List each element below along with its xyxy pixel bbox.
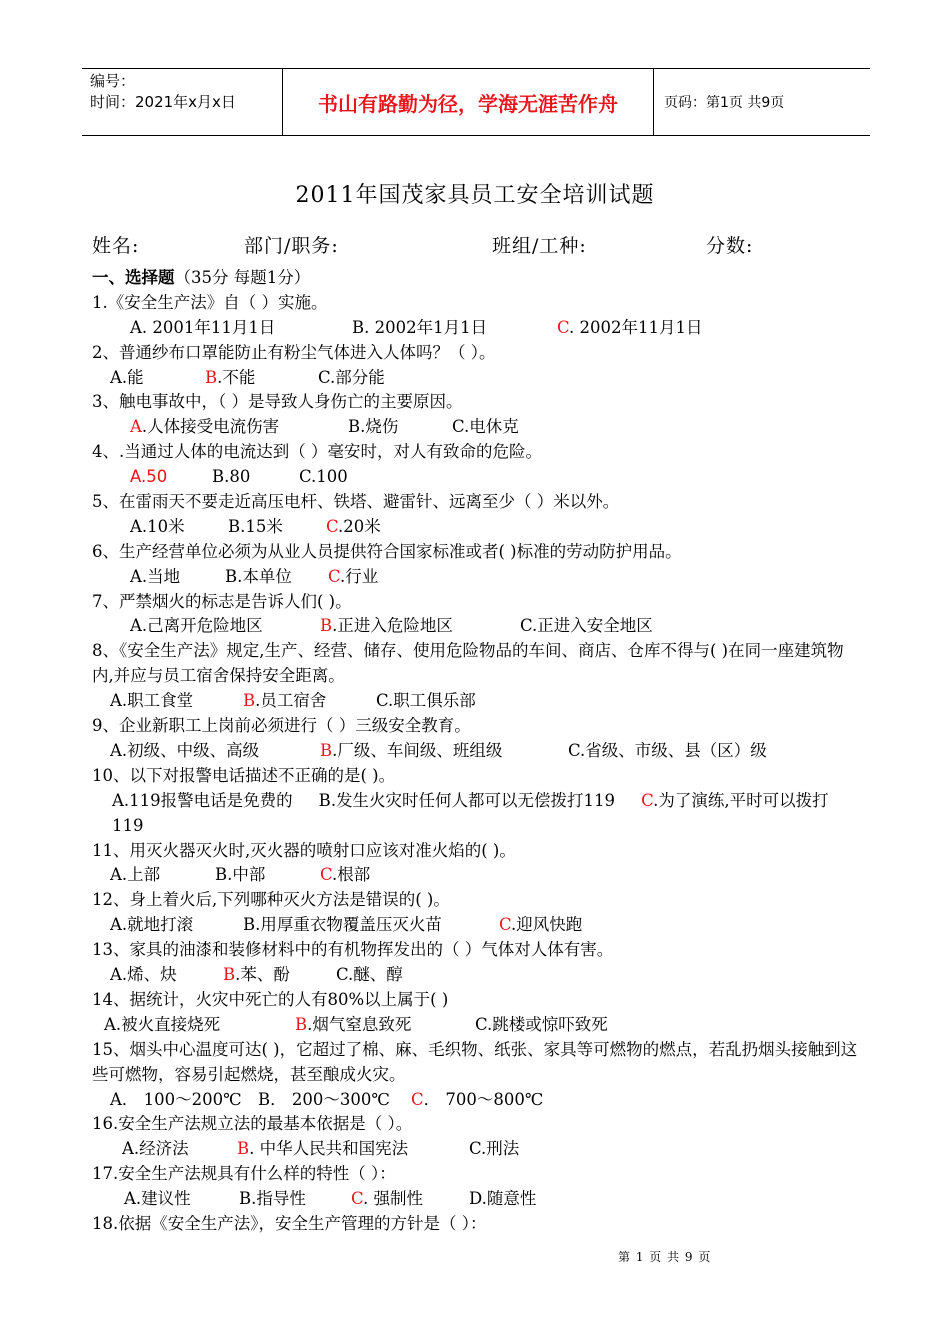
option-letter: A — [130, 566, 142, 586]
option-text: .119报警电话是免费的 — [123, 790, 293, 810]
option-letter: B — [215, 865, 228, 885]
option-letter: C — [469, 1139, 482, 1159]
header-number: 编号： — [90, 72, 136, 90]
option — [320, 739, 568, 764]
option — [469, 1137, 569, 1162]
option-text: .就地打滚 — [121, 915, 194, 935]
option — [320, 614, 520, 639]
option-letter: C — [557, 317, 570, 337]
option-text: .初级、中级、高级 — [121, 740, 260, 760]
option-letter: B — [258, 1089, 271, 1109]
option-letter: A — [112, 790, 124, 810]
question-options — [92, 465, 862, 490]
option-letter: A — [130, 467, 141, 487]
header-motto: 书山有路勤为径，学海无涯苦作舟 — [282, 69, 654, 135]
question-options — [92, 863, 862, 888]
header-table — [82, 68, 870, 136]
option-text: .醚、醇 — [348, 965, 403, 985]
option-text: .不能 — [217, 367, 256, 387]
option-text: .员工宿舍 — [255, 691, 327, 711]
option — [110, 963, 223, 988]
field-department: 部门/职务: — [244, 235, 339, 257]
question-text: 2、普通纱布口罩能防止有粉尘气体进入人体吗？（ ）。 — [92, 342, 496, 362]
option-text: .中部 — [227, 865, 266, 885]
option-letter: C — [499, 915, 512, 935]
question-text: 13、家具的油漆和装修材料中的有机物挥发出的（ ）气体对人体有害。 — [92, 940, 614, 960]
option-letter: C — [520, 616, 533, 636]
option-letter: B — [320, 616, 333, 636]
option-letter: A — [130, 317, 142, 337]
option-letter: B — [223, 965, 236, 985]
option-text: .跳楼或惊吓致死 — [487, 1014, 608, 1034]
question-options — [92, 565, 862, 590]
option-text: . 2002年11月1日 — [569, 317, 703, 337]
option — [318, 366, 418, 391]
option — [376, 689, 526, 714]
option-text: .根部 — [332, 865, 371, 885]
option — [110, 1088, 258, 1113]
option — [110, 863, 215, 888]
option-text: . 中华人民共和国宪法 — [249, 1139, 409, 1159]
option-text: .上部 — [121, 865, 161, 885]
question-options — [92, 1137, 862, 1162]
option — [520, 614, 700, 639]
section-subtitle: （35分 每题1分） — [174, 268, 311, 287]
question-text: 16.安全生产法规立法的最基本依据是（ ）。 — [92, 1114, 413, 1134]
option — [212, 465, 299, 490]
option — [319, 791, 615, 810]
question-text: 3、触电事故中，（ ）是导致人身伤亡的主要原因。 — [92, 392, 463, 412]
option-letter: D — [469, 1189, 482, 1209]
header-meta — [82, 69, 282, 135]
option-text: .能 — [121, 367, 144, 387]
option-letter: B — [205, 367, 218, 387]
option-letter: A — [130, 616, 142, 636]
option-text: ． 700～800℃ — [423, 1089, 544, 1109]
question-text: 18.依据《安全生产法》，安全生产管理的方针是（ ）： — [92, 1213, 487, 1233]
option-text: .用厚重衣物覆盖压灭火苗 — [255, 915, 442, 935]
option — [104, 1013, 295, 1038]
option-letter: B — [225, 566, 238, 586]
question-list — [92, 266, 862, 1237]
option — [568, 739, 818, 764]
question-text: 11、用灭火器灭火时,灭火器的喷射口应该对准火焰的( )。 — [92, 840, 516, 860]
question-text: 6、生产经营单位必须为从业人员提供符合国家标准或者( )标准的劳动防护用品。 — [92, 541, 682, 561]
option — [130, 316, 352, 341]
option-text: .正进入安全地区 — [532, 616, 653, 636]
option-text: .烧伤 — [360, 417, 399, 437]
question-options — [92, 739, 862, 764]
option — [469, 1187, 569, 1212]
option — [452, 415, 552, 440]
question-options — [92, 614, 862, 639]
option-text: .烟气窒息致死 — [307, 1014, 412, 1034]
option-text: .苯、酚 — [235, 965, 290, 985]
option-text: . 强制性 — [363, 1189, 424, 1209]
option-letter: B — [237, 1139, 250, 1159]
option — [258, 1088, 411, 1113]
option-letter: B — [352, 317, 365, 337]
option — [295, 1013, 475, 1038]
option-text: .建议性 — [135, 1189, 191, 1209]
option-letter: A — [110, 915, 122, 935]
question-text: 8、《安全生产法》规定,生产、经营、储存、使用危险物品的车间、商店、仓库不得与( )在同一座建筑物内,并应与员工宿舍保持安全距离。 — [92, 641, 844, 686]
option-text: .部分能 — [330, 367, 385, 387]
option-text: . 2001年11月1日 — [141, 317, 276, 337]
header-time: 时间：2021年x月x日 — [90, 93, 236, 111]
option — [110, 689, 243, 714]
option-text: .人体接受电流伤害 — [141, 417, 280, 437]
option-letter: A — [104, 1014, 116, 1034]
option-letter: C — [320, 865, 333, 885]
option — [299, 465, 399, 490]
option-text: .刑法 — [481, 1139, 520, 1159]
option-letter: B — [212, 467, 225, 487]
field-name: 姓名: — [92, 235, 140, 257]
header-page-info: 页码：第1页 共9页 — [664, 95, 785, 111]
option — [130, 565, 225, 590]
option-text: .发生火灾时任何人都可以无偿拨打119 — [330, 790, 616, 810]
option-letter: B — [243, 915, 256, 935]
option-text: .行业 — [340, 566, 379, 586]
option-letter: C — [328, 566, 341, 586]
question-options — [92, 1013, 862, 1038]
option — [352, 316, 557, 341]
option-letter: A — [110, 740, 122, 760]
option-text: .15米 — [240, 516, 283, 536]
option-text: .职工俱乐部 — [388, 691, 476, 711]
option-letter: C — [452, 417, 465, 437]
option-text: .当地 — [141, 566, 181, 586]
option — [110, 366, 205, 391]
option-letter: A — [124, 1189, 136, 1209]
question-options — [92, 415, 862, 440]
option — [228, 515, 326, 540]
option-letter: B — [318, 790, 331, 810]
question-text: 9、企业新职工上岗前必须进行（ ）三级安全教育。 — [92, 716, 471, 736]
question-options — [92, 789, 862, 839]
question-options — [92, 316, 862, 341]
question-options — [92, 515, 862, 540]
option-letter: C — [326, 516, 339, 536]
option — [122, 1137, 237, 1162]
option — [320, 863, 420, 888]
option-letter: A — [130, 516, 142, 536]
section-title: 一、选择题 — [92, 268, 175, 287]
option-letter: C — [475, 1014, 488, 1034]
option-text: .为了演练,平时可以拨打119 — [112, 790, 829, 835]
field-score: 分数: — [706, 235, 754, 257]
option-text: .电休克 — [464, 417, 519, 437]
option — [351, 1187, 469, 1212]
option — [243, 689, 376, 714]
option-letter: C — [568, 740, 581, 760]
question-options — [92, 689, 862, 714]
question-options — [92, 366, 862, 391]
field-team: 班组/工种: — [492, 235, 587, 257]
option — [239, 1187, 351, 1212]
option — [326, 515, 426, 540]
question-options — [92, 1187, 862, 1212]
option-text: .20米 — [338, 516, 381, 536]
option — [336, 963, 436, 988]
option-letter: B — [320, 740, 333, 760]
question-text: 10、以下对报警电话描述不正确的是( )。 — [92, 765, 396, 785]
option-letter: C — [641, 790, 654, 810]
question-options — [92, 1088, 862, 1113]
option-text: .厂级、车间级、班组级 — [332, 740, 503, 760]
option — [215, 863, 320, 888]
option-letter: C — [376, 691, 389, 711]
option-letter: B — [243, 691, 256, 711]
option — [205, 366, 318, 391]
option — [243, 913, 499, 938]
question-text: 17.安全生产法规具有什么样的特性（ ）： — [92, 1164, 396, 1184]
option — [130, 515, 228, 540]
option-text: ． 100～200℃ — [121, 1089, 242, 1109]
option-letter: A — [130, 417, 142, 437]
option-text: .省级、市级、县（区）级 — [580, 740, 767, 760]
option-letter: B — [348, 417, 361, 437]
option — [557, 316, 737, 341]
option-letter: A — [110, 965, 122, 985]
option-text: .迎风快跑 — [511, 915, 583, 935]
option-text: .己离开危险地区 — [141, 616, 263, 636]
option — [124, 1187, 239, 1212]
option-letter: C — [411, 1089, 424, 1109]
option — [225, 565, 328, 590]
option-text: .被火直接烧死 — [115, 1014, 221, 1034]
option-text: . 2002年1月1日 — [364, 317, 488, 337]
section-heading — [92, 266, 862, 291]
info-fields — [92, 231, 872, 257]
option — [237, 1137, 469, 1162]
option — [110, 739, 320, 764]
option-letter: A — [110, 1089, 122, 1109]
option-letter: A — [110, 691, 122, 711]
question-text: 15、烟头中心温度可达( )，它超过了棉、麻、毛织物、纸张、家具等可燃物的燃点，若乱扔烟头接触到这些可燃物，容易引起燃烧，甚至酿成火灾。 — [92, 1039, 858, 1084]
option-text: .正进入危险地区 — [332, 616, 453, 636]
option-letter: C — [351, 1189, 364, 1209]
question-options — [92, 913, 862, 938]
option-letter: B — [295, 1014, 308, 1034]
option-letter: C — [336, 965, 349, 985]
option — [328, 565, 428, 590]
question-text: 1.《安全生产法》自（ ）实施。 — [92, 292, 328, 312]
question-text: 5、在雷雨天不要走近高压电杆、铁塔、避雷针、远离至少（ ）米以外。 — [92, 492, 620, 512]
option — [130, 614, 320, 639]
option-text: .10米 — [141, 516, 185, 536]
doc-title: 2011年国茂家具员工安全培训试题 — [295, 183, 655, 208]
option-text: .100 — [311, 467, 348, 487]
question-text: 12、身上着火后,下列哪种灭火方法是错误的( )。 — [92, 890, 450, 910]
option — [499, 913, 629, 938]
option — [348, 415, 452, 440]
page-footer: 第 1 页 共 9 页 — [618, 1250, 712, 1264]
option — [411, 1088, 561, 1113]
option-letter: C — [318, 367, 331, 387]
option-text: .指导性 — [251, 1189, 306, 1209]
option — [475, 1013, 655, 1038]
option-text: .80 — [224, 467, 251, 487]
option-letter: A — [110, 865, 122, 885]
option-text: .职工食堂 — [121, 691, 194, 711]
option — [110, 913, 243, 938]
option-letter: B — [239, 1189, 252, 1209]
option — [130, 465, 212, 490]
option-text: .经济法 — [133, 1139, 189, 1159]
option-letter: A — [122, 1139, 134, 1159]
option-text: .烯、炔 — [121, 965, 177, 985]
question-options — [92, 963, 862, 988]
option-letter: A — [110, 367, 122, 387]
question-text: 7、严禁烟火的标志是告诉人们( )。 — [92, 591, 352, 611]
option — [112, 791, 293, 810]
question-text: 14、据统计，火灾中死亡的人有80%以上属于( ) — [92, 989, 449, 1009]
option-text: .50 — [141, 467, 168, 487]
option — [130, 415, 348, 440]
option-letter: B — [228, 516, 241, 536]
option-letter: C — [299, 467, 312, 487]
option-text: ． 200～300℃ — [270, 1089, 390, 1109]
question-text: 4、.当通过人体的电流达到（ ）毫安时，对人有致命的危险。 — [92, 442, 542, 462]
option-text: .随意性 — [481, 1189, 537, 1209]
option — [223, 963, 336, 988]
option-text: .本单位 — [237, 566, 292, 586]
